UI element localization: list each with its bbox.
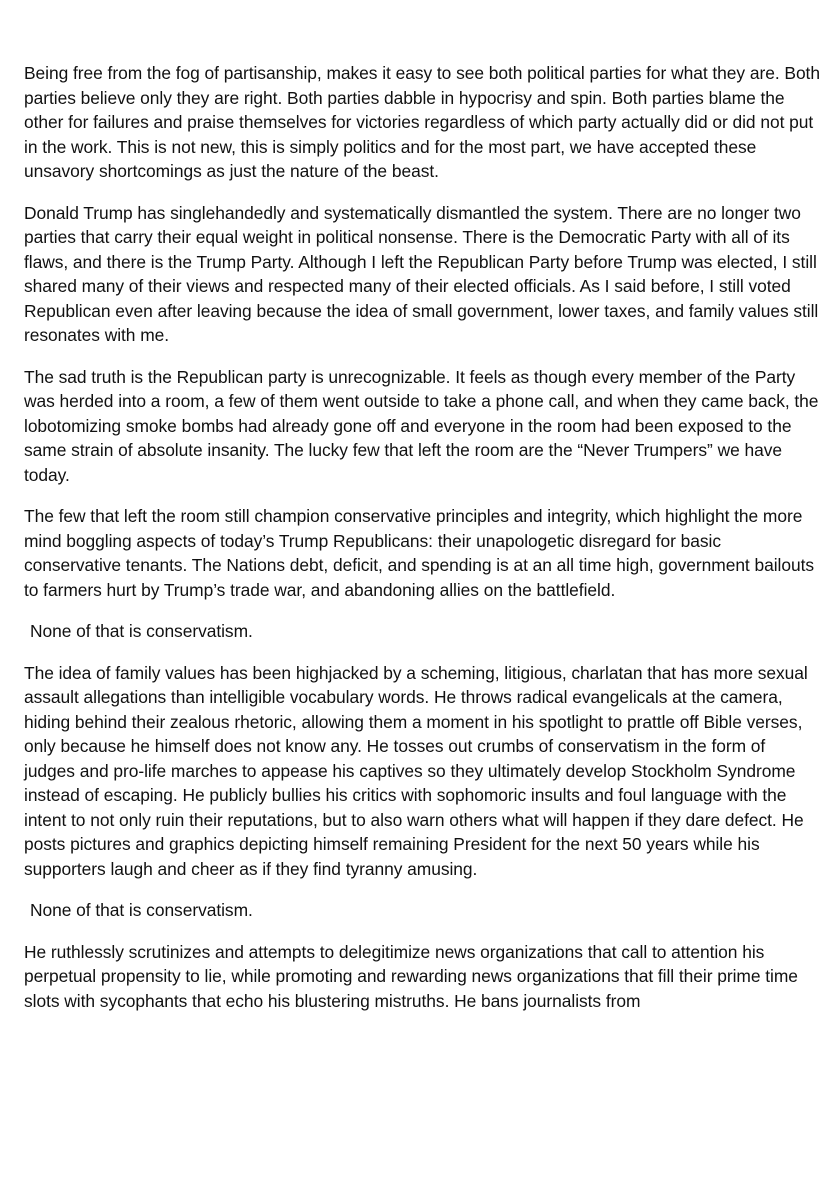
paragraph-not-conservatism-1: None of that is conservatism. <box>30 621 253 641</box>
paragraph-republican-unrecognizable: The sad truth is the Republican party is unrecognizable. It feels as though every member of the Party was herded into a room, a few of them went outside to take a phone call, and when they came back, the lobotomizing smoke bombs had already gone off and everyone in the room had been exposed to the same strain of absolute insanity. The lucky few that left the room are the “Never Trumpers” we have today. <box>24 366 819 485</box>
document-body <box>24 61 820 1030</box>
paragraph-trump-dismantled: Donald Trump has singlehandedly and systematically dismantled the system. There are no longer two parties that carry their equal weight in political nonsense. There is the Democratic Party with all of its flaws, and there is the Trump Party. Although I left the Republican Party before Trump was elected, I still shared many of their views and respected many of their elected officials. As I said before, I still voted Republican even after leaving because the idea of small government, lower taxes, and family values still resonates with me. <box>24 202 819 345</box>
paragraph-not-conservatism-2: None of that is conservatism. <box>30 900 253 920</box>
paragraph-news-organizations: He ruthlessly scrutinizes and attempts to delegitimize news organizations that call to attention his perpetual propensity to lie, while promoting and rewarding news organizations that fill their prime time slots with sycophants that echo his blustering mistruths. He bans journalists from <box>24 941 798 1011</box>
paragraph-family-values: The idea of family values has been highjacked by a scheming, litigious, charlatan that has more sexual assault allegations than intelligible vocabulary words. He throws radical evangelicals at the camera, hiding behind their zealous rhetoric, allowing them a moment in his spotlight to prattle off Bible verses, only because he himself does not know any. He tosses out crumbs of conservatism in the form of judges and pro-life marches to appease his captives so they ultimately develop Stockholm Syndrome instead of escaping. He publicly bullies his critics with sophomoric insults and foul language with the intent to not only ruin their reputations, but to also warn others what will happen if they dare defect. He posts pictures and graphics depicting himself remaining President for the next 50 years while his supporters laugh and cheer as if they find tyranny amusing. <box>24 662 808 879</box>
paragraph-partisanship: Being free from the fog of partisanship, makes it easy to see both political parties for what they are. Both parties believe only they are right. Both parties dabble in hypocrisy and spin. Both parties blame the other for failures and praise themselves for victories regardless of which party actually did or did not put in the work. This is not new, this is simply politics and for the most part, we have accepted these unsavory shortcomings as just the nature of the beast. <box>24 63 820 181</box>
paragraph-conservative-principles: The few that left the room still champion conservative principles and integrity, which highlight the more mind boggling aspects of today’s Trump Republicans: their unapologetic disregard for basic conservative tenants. The Nations debt, deficit, and spending is at an all time high, government bailouts to farmers hurt by Trump’s trade war, and abandoning allies on the battlefield. <box>24 506 815 600</box>
